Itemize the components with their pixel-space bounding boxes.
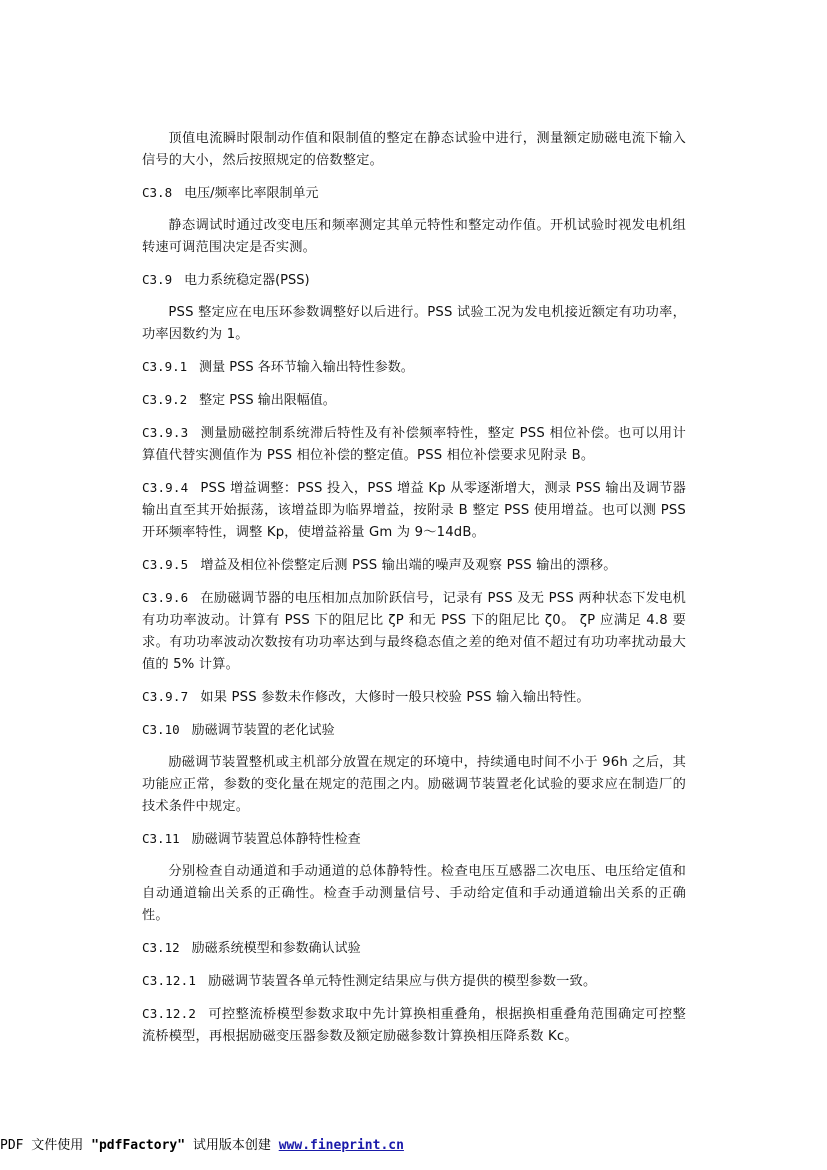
section-heading-c3-11 [142,828,686,851]
footer-link[interactable]: www.fineprint.cn [278,1138,404,1153]
section-number: C3.11 [142,831,180,846]
section-number: C3.9 [142,272,173,287]
section-heading-c3-9-1 [142,356,686,379]
numbered-paragraph-c3-12-2 [142,1003,686,1048]
paragraph: PSS 整定应在电压环参数调整好以后进行。PSS 试验工况为发电机接近额定有功功率，功率因数约为 1。 [142,305,686,342]
paragraph-text: 在励磁调节器的电压相加点加阶跃信号，记录有 PSS 及无 PSS 两种状态下发电机有功功率波动。计算有 PSS 下的阻尼比 ζP 和无 PSS 下的阻尼比 ζ0。 ζP 应满足 4.8 要求。有功功率波动次数按有功功率达到与最终稳态值之差的绝对值不超过有功功率扰动最大值的 5% 计算。 [142,591,686,672]
numbered-paragraph-c3-9-5 [142,554,686,577]
section-title: 励磁调节装置的老化试验 [191,723,335,738]
numbered-paragraph-c3-9-6 [142,587,686,676]
paragraph: 励磁调节装置整机或主机部分放置在规定的环境中，持续通电时间不小于 96h 之后，其功能应正常，参数的变化量在规定的范围之内。励磁调节装置老化试验的要求应在制造厂的技术条件中规定。 [142,755,686,814]
paragraph-text: 增益及相位补偿整定后测 PSS 输出端的噪声及观察 PSS 输出的漂移。 [200,558,617,573]
paragraph: 静态调试时通过改变电压和频率测定其单元特性和整定动作值。开机试验时视发电机组转速可调范围决定是否实测。 [142,218,686,255]
section-number: C3.9.4 [142,480,189,495]
section-number: C3.9.6 [142,590,189,605]
paragraph-text: 可控整流桥模型参数求取中先计算换相重叠角，根据换相重叠角范围确定可控整流桥模型，再根据励磁变压器参数及额定励磁参数计算换相压降系数 Kc。 [142,1007,686,1044]
paragraph-text: 如果 PSS 参数未作修改，大修时一般只校验 PSS 输入输出特性。 [200,690,590,705]
footer-prefix: PDF 文件使用 [0,1138,92,1153]
section-number: C3.12.2 [142,1006,197,1021]
section-number: C3.10 [142,722,180,737]
section-number: C3.9.2 [142,392,188,407]
paragraph: 分别检查自动通道和手动通道的总体静特性。检查电压互感器二次电压、电压给定值和自动通道输出关系的正确性。检查手动测量信号、手动给定值和手动通道输出关系的正确性。 [142,864,686,923]
paragraph-text: 励磁调节装置各单元特性测定结果应与供方提供的模型参数一致。 [208,974,597,989]
section-title: 电压/频率比率限制单元 [184,186,319,201]
section-number: C3.9.7 [142,689,189,704]
section-heading-c3-12 [142,937,686,960]
numbered-paragraph-c3-9-7 [142,686,686,709]
paragraph: 顶值电流瞬时限制动作值和限制值的整定在静态试验中进行，测量额定励磁电流下输入信号的大小，然后按照规定的倍数整定。 [142,131,686,168]
section-title: 电力系统稳定器(PSS) [184,273,310,288]
section-number: C3.9.1 [142,359,188,374]
paragraph-text: 测量励磁控制系统滞后特性及有补偿频率特性，整定 PSS 相位补偿。也可以用计算值代替实测值作为 PSS 相位补偿的整定值。PSS 相位补偿要求见附录 B。 [142,426,686,463]
section-heading-c3-10 [142,719,686,742]
paragraph-text: PSS 增益调整：PSS 投入，PSS 增益 Kp 从零逐渐增大，测录 PSS 输出及调节器输出直至其开始振荡，该增益即为临界增益，按附录 B 整定 PSS 使用增益。也可以测 PSS 开环频率特性，调整 Kp，使增益裕量 Gm 为 9～14dB。 [142,481,686,540]
section-number: C3.12 [142,940,180,955]
section-number: C3.12.1 [142,973,197,988]
section-number: C3.9.3 [142,425,189,440]
section-title: 整定 PSS 输出限幅值。 [199,393,336,408]
pdf-footer [0,1137,404,1155]
numbered-paragraph-c3-9-3 [142,422,686,467]
section-number: C3.8 [142,185,173,200]
numbered-paragraph-c3-9-4 [142,477,686,544]
footer-middle: 试用版本创建 [185,1138,279,1153]
section-title: 励磁调节装置总体静特性检查 [191,832,361,847]
section-title: 测量 PSS 各环节输入输出特性参数。 [199,360,414,375]
section-heading-c3-9-2 [142,389,686,412]
document-body [142,128,686,1058]
numbered-paragraph-c3-12-1 [142,970,686,993]
section-title: 励磁系统模型和参数确认试验 [191,941,361,956]
section-heading-c3-9 [142,269,686,292]
footer-product: "pdfFactory" [91,1138,186,1153]
section-number: C3.9.5 [142,557,189,572]
section-heading-c3-8 [142,182,686,205]
